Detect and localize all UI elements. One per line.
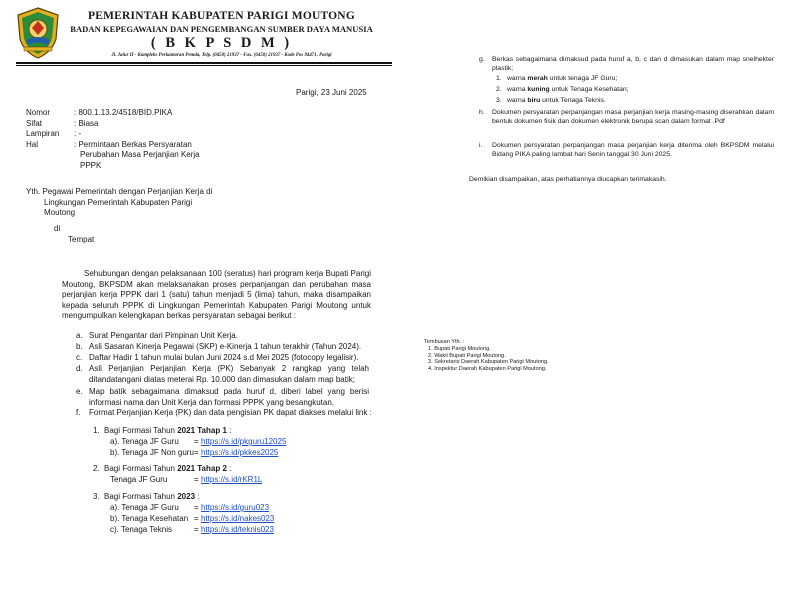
list-marker: f. bbox=[76, 408, 81, 417]
tembusan-title: Tembusan Yth. : bbox=[424, 339, 465, 345]
formasi-heading bbox=[104, 426, 231, 437]
list-item: Dokumen persyaratan perpanjangan masa perjanjian kerja masing-masing diserahkan dalam bentuk dokumen fisik dan dokumen elektronik berupa scan dalam format .Pdf bbox=[492, 109, 774, 125]
formasi-marker: 3. bbox=[93, 492, 100, 501]
meta-nomor-row: Nomor : 800.1.13.2/4518/BID.PIKA bbox=[26, 108, 173, 117]
formasi-heading-text: : bbox=[195, 492, 200, 501]
meta-value: Permintaan Berkas Persyaratan bbox=[78, 139, 192, 149]
color-rule-bold: biru bbox=[527, 97, 541, 104]
recipient-line: Yth. Pegawai Pemerintah dengan Perjanjian Kerja di bbox=[26, 187, 213, 196]
color-rule-bold: merah bbox=[527, 75, 548, 82]
formasi-heading-bold: 2021 Tahap 1 bbox=[177, 426, 227, 435]
formasi-heading-text: : bbox=[226, 464, 232, 473]
color-rule-item bbox=[507, 96, 606, 105]
place-date: Parigi, 23 Juni 2025 bbox=[296, 88, 367, 97]
formasi-label: a). Tenaga JF Guru bbox=[110, 437, 179, 446]
list-marker: h. bbox=[479, 109, 485, 116]
color-rule-text: warna bbox=[507, 75, 528, 82]
list-marker: g. bbox=[479, 56, 485, 63]
formasi-heading bbox=[104, 464, 231, 475]
formasi-label: a). Tenaga JF Guru bbox=[110, 503, 179, 512]
meta-hal-line: PPPK bbox=[80, 160, 102, 170]
formasi-marker: 1. bbox=[93, 426, 100, 435]
list-item: Asli Perjanjian Perjanjian Kerja (PK) Sebanyak 2 rangkap yang telah ditandatangani diatas meterai Rp. 10.000 dan dimasukan dalam map batik; bbox=[89, 364, 369, 384]
list-item: Berkas sebagaimana dimaksud pada huruf a, b, c dan d dimasukan dalam map snelhekter plastik; bbox=[492, 56, 774, 72]
link-pk-nonguru-2021-tahap1[interactable]: https://s.id/pkkes2025 bbox=[201, 448, 279, 457]
color-rule-item bbox=[507, 74, 617, 83]
tembusan-block bbox=[424, 339, 549, 373]
equals-sign: = bbox=[194, 448, 199, 457]
formasi-heading-bold: 2021 Tahap 2 bbox=[177, 464, 227, 473]
color-rule-text: untuk Tenaga Kesehatan; bbox=[549, 86, 629, 93]
meta-label: Lampiran bbox=[26, 129, 60, 138]
meta-value: 800.1.13.2/4518/BID.PIKA bbox=[78, 108, 173, 117]
tembusan-item: 1. Bupati Parigi Moutong. bbox=[428, 345, 491, 352]
recipient-line: Moutong bbox=[44, 208, 76, 217]
list-marker: i. bbox=[479, 142, 483, 149]
list-marker: 2. bbox=[496, 86, 502, 93]
letterhead-rule-thick bbox=[16, 62, 392, 64]
formasi-label: Tenaga JF Guru bbox=[110, 475, 168, 484]
equals-sign: = bbox=[194, 475, 199, 484]
list-marker: a. bbox=[76, 331, 83, 340]
meta-hal-line: Perubahan Masa Perjanjian Kerja bbox=[80, 150, 200, 159]
formasi-heading-text: Bagi Formasi Tahun bbox=[104, 492, 178, 501]
link-pk-nakes-2023[interactable]: https://s.id/nakes023 bbox=[201, 514, 275, 523]
letterhead-rule-thin bbox=[16, 65, 392, 66]
meta-label: Nomor bbox=[26, 108, 51, 117]
meta-sifat-row: Sifat : Biasa bbox=[26, 118, 99, 128]
list-marker: c. bbox=[76, 353, 83, 362]
tembusan-item: 4. Inspektur Daerah Kabupaten Parigi Moutong. bbox=[428, 366, 547, 373]
color-rule-item bbox=[507, 85, 629, 94]
equals-sign: = bbox=[194, 437, 199, 446]
formasi-label: c). Tenaga Teknis bbox=[110, 525, 172, 534]
link-pk-guru-2021-tahap2[interactable]: https://s.id/rKR1L bbox=[201, 475, 263, 484]
formasi-heading-text: Bagi Formasi Tahun bbox=[104, 464, 178, 473]
formasi-heading-text: Bagi Formasi Tahun bbox=[104, 426, 178, 435]
recipient-di: di bbox=[54, 224, 61, 233]
link-pk-teknis-2023[interactable]: https://s.id/teknis023 bbox=[201, 525, 274, 534]
list-marker: e. bbox=[76, 387, 83, 396]
meta-lampiran-row: Lampiran : - bbox=[26, 129, 82, 138]
list-item: Daftar Hadir 1 tahun mulai bulan Juni 2024 s.d Mei 2025 (fotocopy legalisir). bbox=[89, 353, 359, 362]
list-item: Surat Pengantar dari Pimpinan Unit Kerja. bbox=[89, 331, 238, 340]
regency-emblem-logo bbox=[16, 7, 60, 59]
color-rule-text: untuk tenaga JF Guru; bbox=[547, 75, 618, 82]
tembusan-item: 2. Wakil Bupati Parigi Moutong. bbox=[428, 352, 506, 359]
list-marker: b. bbox=[76, 342, 83, 351]
formasi-marker: 2. bbox=[93, 464, 100, 473]
letterhead-government: PEMERINTAH KABUPATEN PARIGI MOUTONG bbox=[88, 10, 355, 22]
body-paragraph: Sehubungan dengan pelaksanaan 100 (seratus) hari program kerja Bupati Parigi Moutong, BKPSDM akan melaksanakan proses perpanjangan dan perubahan masa perjanjian kerja PPPK dari 1 (satu) tahun menjadi 5 (lima) tahun, maka disampaikan kepada seluruh PPPK di Lingkungan Pemerintah Kabupaten Parigi Moutong untuk mengumpulkan kelengkapan berkas persyaratan sebagai berikut : bbox=[62, 269, 371, 320]
formasi-label: b). Tenaga JF Non guru bbox=[110, 448, 194, 457]
closing-sentence: Demikian disampaikan, atas perhatiannya diucapkan terimakasih. bbox=[469, 176, 667, 183]
list-item: Format Perjanjian Kerja (PK) dan data pengisian PK dapat diakses melalui link : bbox=[89, 408, 372, 417]
list-marker: 3. bbox=[496, 97, 502, 104]
meta-label: Sifat bbox=[26, 118, 43, 128]
formasi-heading-bold: 2023 bbox=[177, 492, 196, 501]
color-rule-text: untuk Tenaga Teknis. bbox=[540, 97, 606, 104]
equals-sign: = bbox=[194, 503, 199, 512]
letterhead-abbreviation: ( B K P S D M ) bbox=[150, 35, 293, 51]
letterhead-address: Jl. Jalur II - Kompleks Perkantoran Pemda, Telp. (0450) 21937 - Fax. (0450) 21937 - Kode Pos 94471, Parigi bbox=[111, 53, 332, 58]
equals-sign: = bbox=[194, 525, 199, 534]
recipient-tempat: Tempat bbox=[68, 235, 95, 244]
color-rule-text: warna bbox=[507, 86, 528, 93]
meta-label: Hal bbox=[26, 139, 39, 149]
list-marker: d. bbox=[76, 364, 83, 373]
meta-hal-row: Hal : Permintaan Berkas Persyaratan bbox=[26, 139, 192, 149]
list-marker: 1. bbox=[496, 75, 502, 82]
meta-value: Biasa bbox=[78, 118, 99, 128]
formasi-label: b). Tenaga Kesehatan bbox=[110, 514, 189, 523]
list-item: Asli Sasaran Kinerja Pegawai (SKP) e-Kinerja 1 tahun terakhir (Tahun 2024). bbox=[89, 342, 362, 351]
color-rule-text: warna bbox=[507, 97, 528, 104]
letterhead-agency: BADAN KEPEGAWAIAN DAN PENGEMBANGAN SUMBER DAYA MANUSIA bbox=[70, 24, 373, 34]
formasi-heading bbox=[104, 492, 199, 503]
recipient-block bbox=[26, 187, 231, 219]
letter-meta bbox=[26, 108, 226, 171]
link-pk-guru-2021-tahap1[interactable]: https://s.id/pkguru12025 bbox=[201, 437, 287, 446]
list-item: Map batik sebagaimana dimaksud pada huruf d, diberi label yang berisi informasi nama dan Unit Kerja dan formasi PPPK yang besangkutan. bbox=[89, 387, 369, 407]
link-pk-guru-2023[interactable]: https://s.id/guru023 bbox=[201, 503, 270, 512]
meta-value: - bbox=[78, 129, 82, 138]
tembusan-item: 3. Sekretaris Daerah Kabupaten Parigi Moutong. bbox=[428, 359, 549, 366]
formasi-heading-text: : bbox=[226, 426, 232, 435]
list-item: Dokumen persyaratan perpanjangan masa perjanjian kerja diterima oleh BKPSDM melalui Bidang PIKA paling lambat hari Senin tanggal 30 Juni 2025. bbox=[492, 142, 774, 158]
recipient-line: Lingkungan Pemerintah Kabupaten Parigi bbox=[44, 197, 193, 207]
color-rule-bold: kuning bbox=[527, 86, 550, 93]
equals-sign: = bbox=[194, 514, 199, 523]
